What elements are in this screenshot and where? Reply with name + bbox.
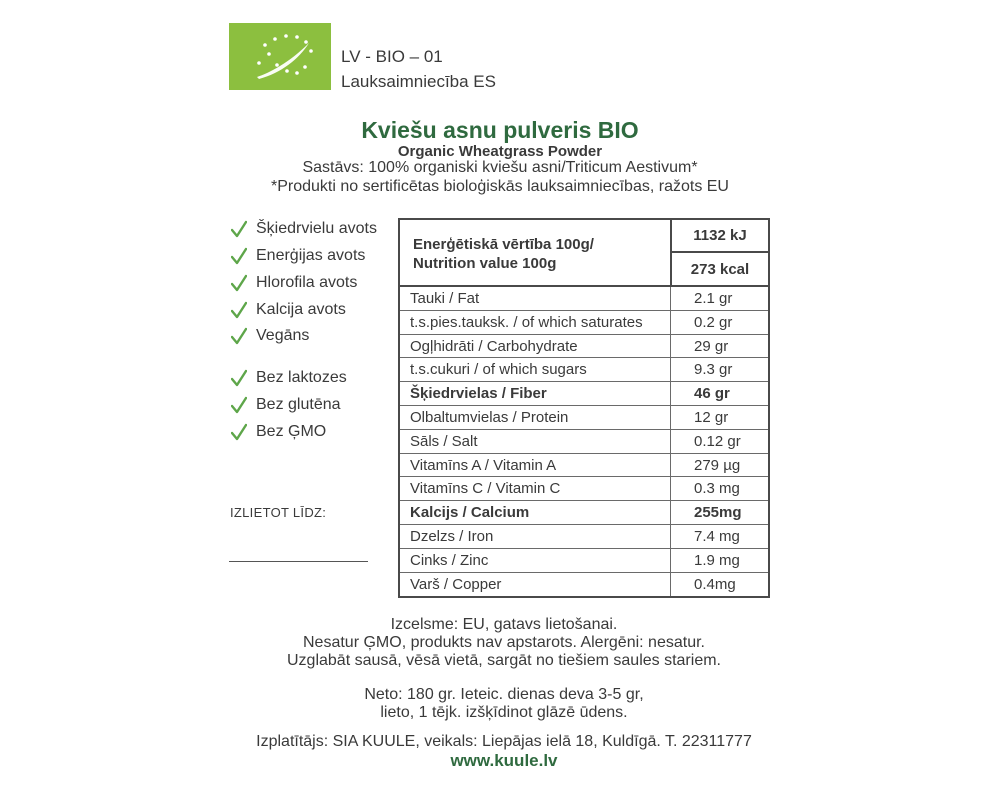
eu-star-icon — [295, 71, 299, 75]
nutrient-value: 0.2 gr — [694, 313, 733, 331]
column-divider — [670, 430, 671, 453]
nutrition-rows — [400, 287, 768, 596]
check-icon — [231, 247, 247, 265]
nutrition-header — [400, 220, 768, 287]
distributor-text: Izplatītājs: SIA KUULE, veikals: Liepājas ielā 18, Kuldīgā. T. 22311777 — [256, 733, 752, 750]
eu-star-icon — [284, 34, 288, 38]
energy-kcal: 273 kcal — [690, 260, 750, 278]
claim-item — [231, 421, 326, 443]
column-divider — [670, 501, 671, 524]
column-divider — [670, 311, 671, 334]
nutrient-label: t.s.pies.tauksk. / of which saturates — [410, 313, 643, 331]
nutrient-label: Vitamīns A / Vitamin A — [410, 456, 557, 474]
product-subtitle: Organic Wheatgrass Powder — [397, 143, 603, 160]
nutrition-header-line1: Enerģētiskā vērtība 100g/ — [413, 236, 594, 253]
check-icon — [231, 301, 247, 319]
eu-organic-leaf-icon — [229, 23, 331, 90]
nutrient-value: 0.4mg — [694, 575, 736, 593]
claim-item — [231, 272, 357, 294]
claim-label: Bez laktozes — [256, 369, 347, 386]
column-divider — [670, 477, 671, 500]
storage-text: Uzglabāt sausā, vēsā vietā, sargāt no tiešiem saules stariem. — [287, 652, 721, 669]
nutrient-value: 7.4 mg — [694, 527, 740, 545]
use-by-label: IZLIETOT LĪDZ: — [230, 505, 327, 520]
eu-star-icon — [303, 65, 307, 69]
nutrient-label: Cinks / Zinc — [410, 551, 489, 569]
nutrient-value: 1.9 mg — [694, 551, 740, 569]
nutrition-header-label — [413, 235, 594, 273]
claim-label: Vegāns — [256, 327, 310, 344]
check-icon — [231, 220, 247, 238]
gmo-allergens-text: Nesatur ĢMO, produkts nav apstarots. Alergēni: nesatur. — [303, 634, 705, 651]
claim-item — [231, 299, 346, 321]
column-divider — [670, 358, 671, 381]
nutrition-row — [400, 525, 768, 549]
nutrient-value: 12 gr — [694, 408, 729, 426]
nutrient-value: 29 gr — [694, 337, 729, 355]
nutrient-value: 255mg — [694, 504, 742, 522]
claim-item — [231, 245, 365, 267]
nutrition-row — [400, 335, 768, 359]
nutrition-row — [400, 430, 768, 454]
check-icon — [231, 327, 247, 345]
eu-star-icon — [285, 69, 289, 73]
check-icon — [231, 423, 247, 441]
nutrition-row — [400, 573, 768, 597]
column-divider — [670, 382, 671, 405]
claim-item — [231, 394, 341, 416]
nutrition-row — [400, 477, 768, 501]
column-divider — [670, 406, 671, 429]
nutrient-label: Sāls / Salt — [410, 432, 478, 450]
eu-star-icon — [295, 35, 299, 39]
nutrient-label: Tauki / Fat — [410, 290, 480, 307]
nutrient-label: Ogļhidrāti / Carbohydrate — [410, 337, 578, 355]
column-divider — [670, 454, 671, 477]
nutrition-row — [400, 287, 768, 311]
nutrition-row — [400, 406, 768, 430]
nutrient-value: 0.12 gr — [694, 432, 741, 450]
eu-organic-logo — [229, 23, 331, 90]
use-by-line — [229, 561, 368, 562]
check-icon — [231, 396, 247, 414]
check-icon — [231, 274, 247, 292]
column-divider — [670, 287, 671, 310]
column-divider — [670, 525, 671, 548]
claim-label: Hlorofila avots — [256, 274, 358, 291]
nutrient-label: Varš / Copper — [410, 575, 502, 593]
nutrient-label: Vitamīns C / Vitamin C — [410, 480, 561, 498]
claim-label: Kalcija avots — [256, 301, 346, 318]
nutrient-value: 279 µg — [694, 456, 741, 474]
nutrition-header-line2: Nutrition value 100g — [413, 255, 557, 272]
energy-kj: 1132 kJ — [693, 227, 747, 244]
claim-label: Šķiedrvielu avots — [256, 220, 377, 237]
certificate-note: *Produkti no sertificētas bioloģiskās lauksaimniecības, ražots EU — [271, 178, 729, 195]
claim-label: Enerģijas avots — [256, 247, 366, 264]
column-divider — [670, 335, 671, 358]
nutrient-label: Dzelzs / Iron — [410, 527, 494, 545]
product-title: Kviešu asnu pulveris BIO — [361, 117, 639, 143]
usage-text: lieto, 1 tējk. izšķīdinot glāzē ūdens. — [380, 704, 628, 721]
nutrient-value: 46 gr — [694, 385, 730, 403]
nutrition-row — [400, 358, 768, 382]
nutrition-row — [400, 549, 768, 573]
nutrition-row — [400, 382, 768, 406]
nutrition-row — [400, 311, 768, 335]
nutrient-label: Šķiedrvielas / Fiber — [410, 385, 547, 403]
net-weight-text: Neto: 180 gr. Ieteic. dienas deva 3-5 gr, — [364, 686, 644, 703]
nutrient-label: Olbaltumvielas / Protein — [410, 408, 569, 426]
nutrition-row — [400, 454, 768, 478]
eu-star-icon — [267, 52, 271, 56]
certification-code: LV - BIO – 01 — [341, 47, 443, 66]
website-link[interactable]: www.kuule.lv — [450, 751, 558, 770]
nutrient-value: 9.3 gr — [694, 361, 733, 379]
eu-star-icon — [273, 37, 277, 41]
nutrient-value: 0.3 mg — [694, 480, 740, 498]
certification-farming: Lauksaimniecība ES — [341, 72, 496, 91]
nutrient-label: t.s.cukuri / of which sugars — [410, 361, 587, 379]
eu-star-icon — [304, 40, 308, 44]
nutrition-row — [400, 501, 768, 525]
claim-item — [231, 325, 309, 347]
claim-label: Bez glutēna — [256, 396, 341, 413]
claim-item — [231, 218, 377, 240]
nutrient-label: Kalcijs / Calcium — [410, 504, 530, 522]
column-divider — [670, 549, 671, 572]
nutrient-value: 2.1 gr — [694, 290, 733, 307]
product-composition: Sastāvs: 100% organiski kviešu asni/Triticum Aestivum* — [302, 159, 698, 176]
eu-star-icon — [257, 61, 261, 65]
claim-label: Bez ĢMO — [256, 423, 327, 440]
origin-text: Izcelsme: EU, gatavs lietošanai. — [390, 616, 618, 633]
eu-star-icon — [309, 49, 313, 53]
eu-star-icon — [263, 43, 267, 47]
check-icon — [231, 369, 247, 387]
eu-star-icon — [275, 63, 279, 67]
claim-item — [231, 367, 347, 389]
nutrition-table — [398, 218, 770, 598]
column-divider — [670, 573, 671, 597]
